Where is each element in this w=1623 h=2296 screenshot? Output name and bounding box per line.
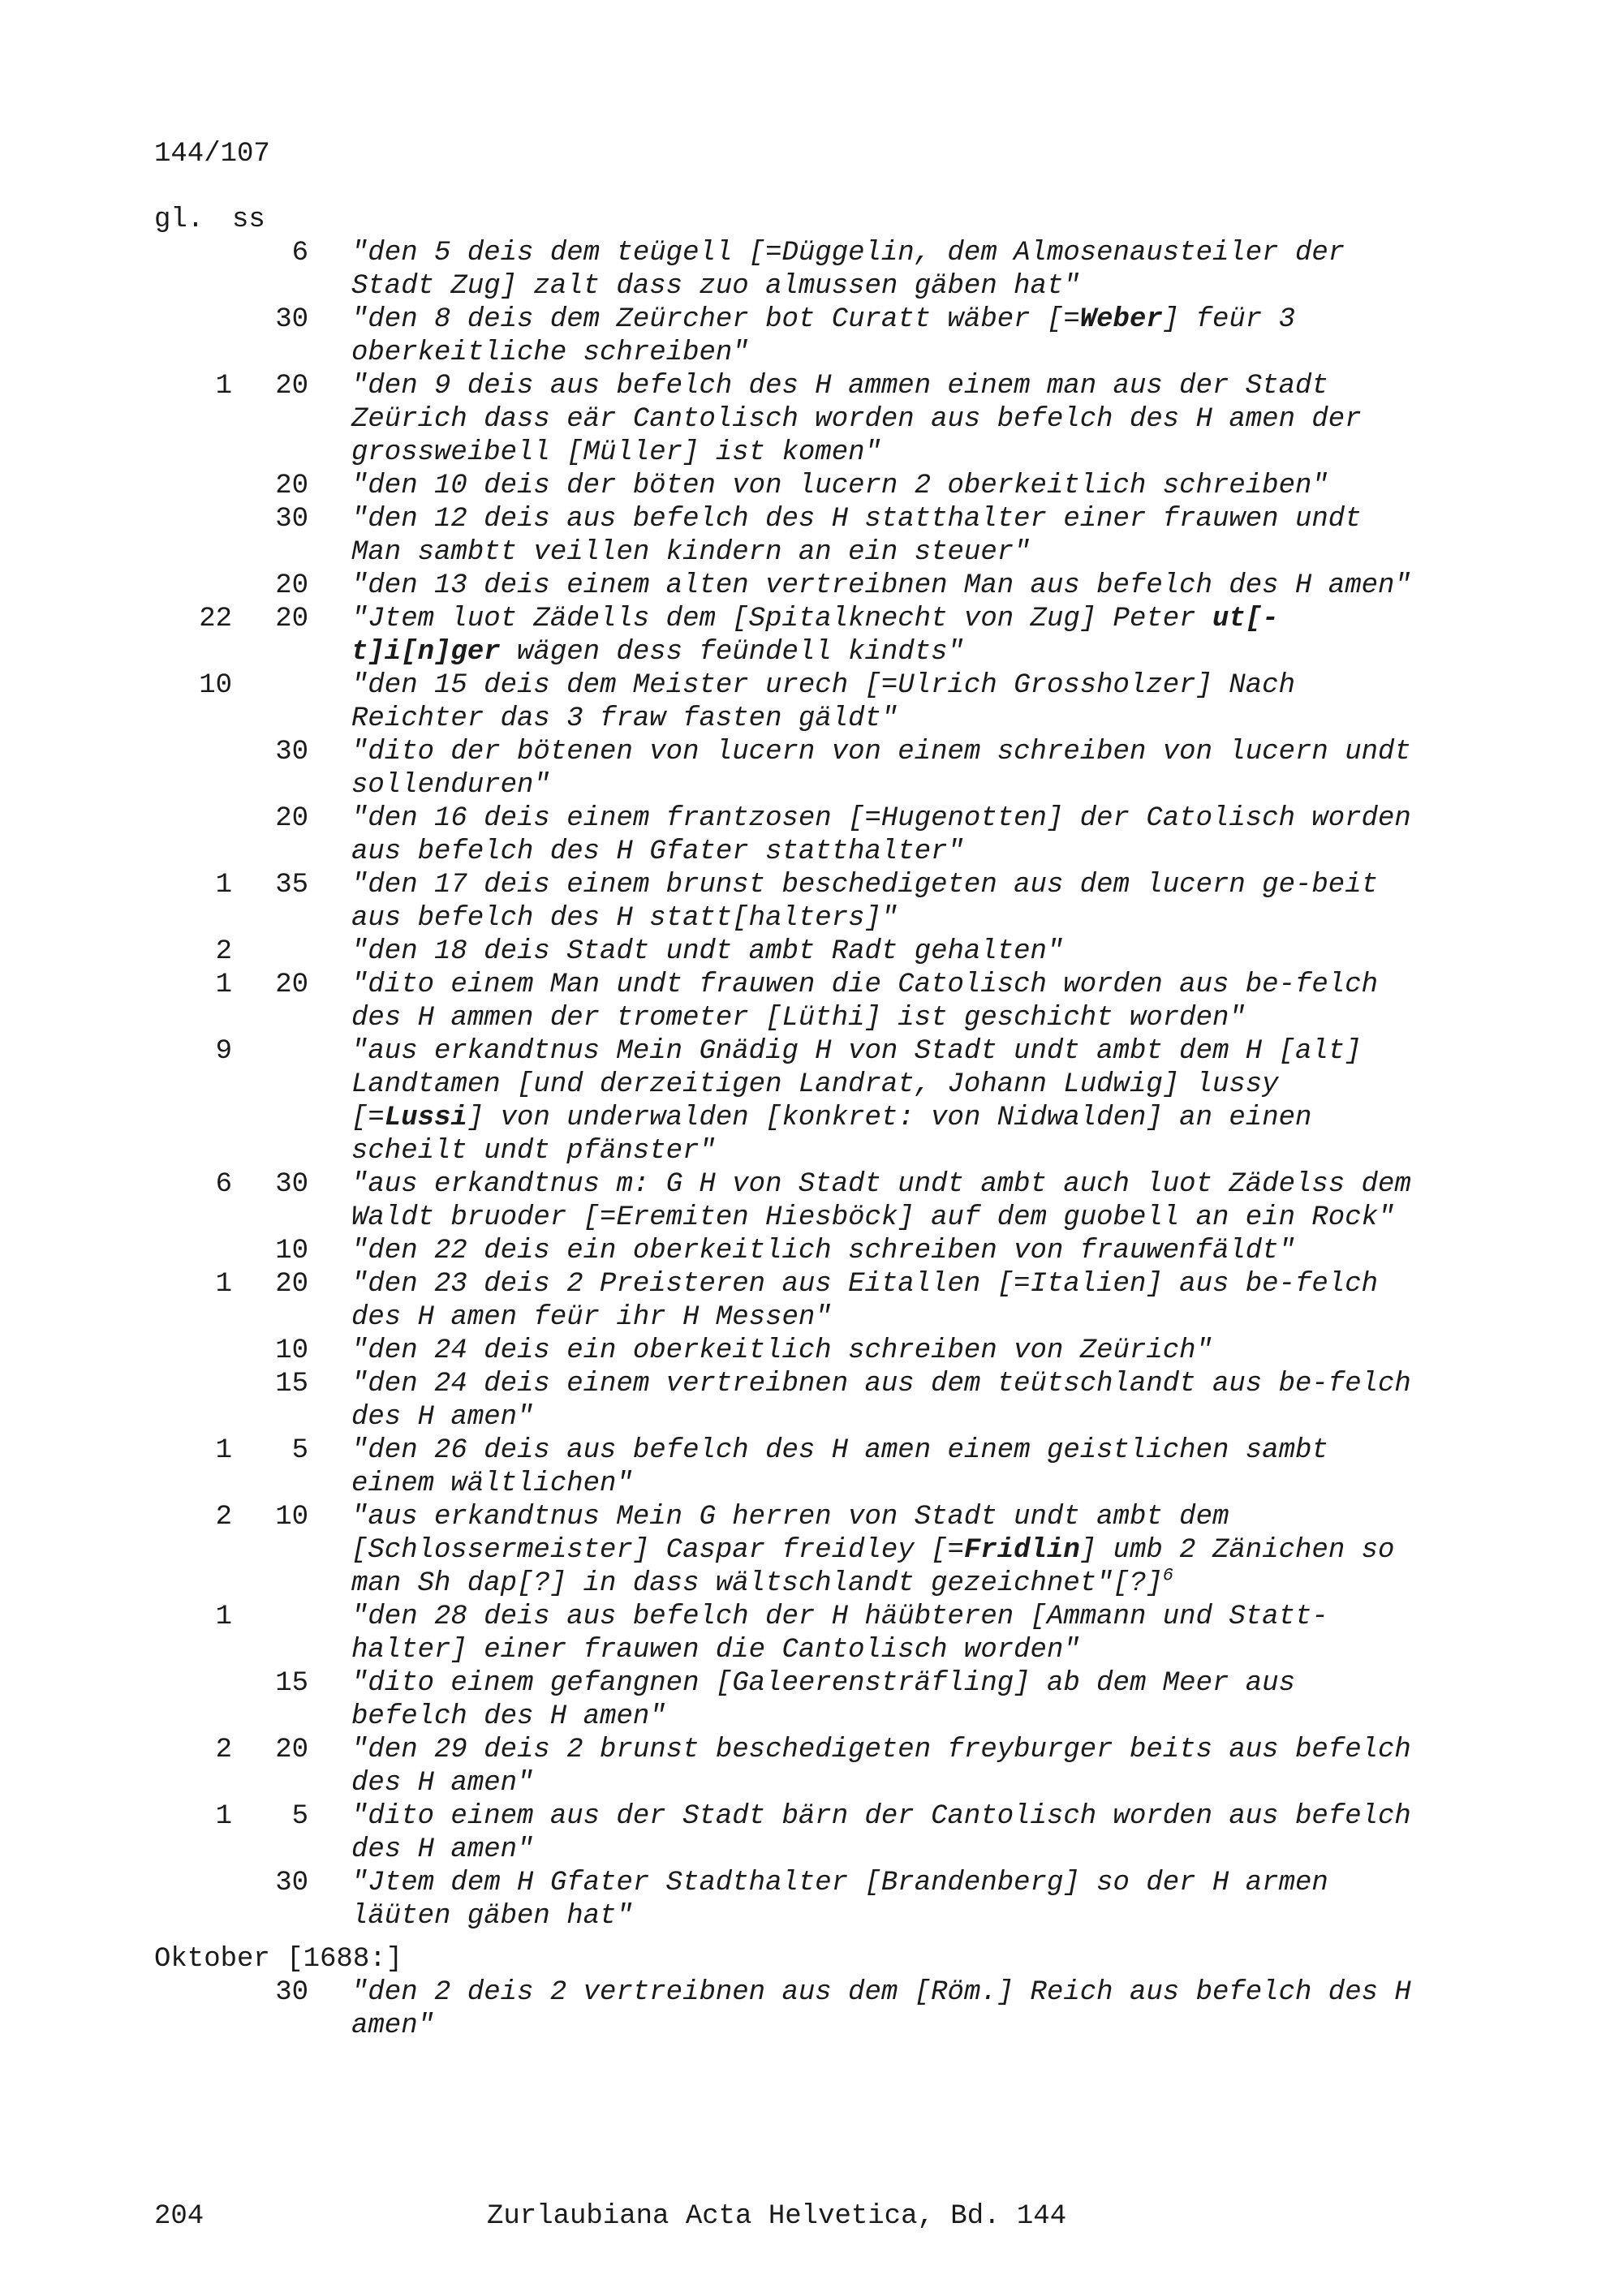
- amount-ss: 10: [275, 1502, 308, 1533]
- amount-ss: 30: [275, 1868, 308, 1898]
- amount-gl: 2: [215, 1502, 232, 1533]
- amount-ss: [232, 1601, 308, 1667]
- entry-text-part: "den 5 deis dem teügell [=Düggelin, dem Almosenausteiler der Stadt Zug] zalt dass zuo almussen gäben hat": [351, 238, 1345, 302]
- amount-ss: [232, 669, 308, 736]
- entry-text: [308, 669, 1420, 736]
- entry-text-part: "den 23 deis 2 Preisteren aus Eitallen [=Italien] aus be-felch des H amen feür ihr H Messen": [351, 1269, 1379, 1333]
- amount-gl: [154, 503, 232, 570]
- amount-ss: 6: [291, 238, 308, 269]
- amount-gl: [154, 237, 232, 303]
- ledger-entry: [154, 1976, 1420, 2043]
- entry-text: [308, 1434, 1420, 1501]
- amount-ss: 30: [275, 1977, 308, 2008]
- amount-gl: 2: [215, 1735, 232, 1765]
- entry-text-part: "den 13 deis einem alten vertreibnen Man aus befelch des H amen": [351, 570, 1411, 601]
- ledger-entry: [154, 303, 1420, 370]
- page-number: 204: [154, 2201, 204, 2232]
- ledger-entries-october: [154, 1976, 1420, 2043]
- amount-gl: 1: [215, 1801, 232, 1832]
- entry-text: [308, 503, 1420, 570]
- entry-text-part: "den 28 deis aus befelch der H häübteren [Ammann und Statt-halter] einer frauwen die Cantolisch worden": [351, 1602, 1328, 1666]
- entry-text: [308, 1601, 1420, 1667]
- amount-ss: 20: [275, 570, 308, 601]
- entry-text-part: "den 17 deis einem brunst beschedigeten aus dem lucern ge-beit aus befelch des H statt[halters]": [351, 870, 1379, 934]
- amount-ss: 30: [275, 304, 308, 335]
- amount-gl: [154, 1368, 232, 1434]
- ledger-entry: [154, 503, 1420, 570]
- emphasized-name: ut[-t]i[n]ger: [351, 604, 1279, 668]
- ledger-entry: [154, 869, 1420, 935]
- ledger-entry: [154, 603, 1420, 669]
- entry-text: [308, 370, 1420, 470]
- ledger-entry: [154, 935, 1420, 969]
- entry-text-part: "dito einem gefangnen [Galeerensträfling] ab dem Meer aus befelch des H amen": [351, 1668, 1295, 1732]
- ledger-entry: [154, 1268, 1420, 1335]
- emphasized-name: Weber: [1079, 304, 1163, 335]
- entry-text: [308, 237, 1420, 303]
- column-header-row: [154, 204, 1420, 237]
- amount-ss: 20: [275, 970, 308, 1000]
- amount-ss: 20: [275, 1735, 308, 1765]
- entry-text: [308, 470, 1420, 503]
- entry-text-part: ] von underwalden [konkret: von Nidwalden] an einen scheilt undt pfänster": [351, 1103, 1312, 1167]
- amount-gl: [154, 1867, 232, 1933]
- entry-text: [308, 935, 1420, 969]
- ledger-entry: [154, 570, 1420, 603]
- entry-text: [308, 1235, 1420, 1268]
- entry-text-part: "aus erkandtnus Mein G herren von Stadt undt ambt dem [Schlossermeister] Caspar freidley [=: [351, 1502, 1229, 1566]
- entry-text-part: "dito einem aus der Stadt bärn der Cantolisch worden aus befelch des H amen": [351, 1801, 1411, 1865]
- ledger-entry: [154, 1867, 1420, 1933]
- entry-text: [308, 603, 1420, 669]
- ledger-entry: [154, 969, 1420, 1035]
- ledger-entry: [154, 1168, 1420, 1235]
- amount-gl: [154, 1335, 232, 1368]
- ledger-entry: [154, 237, 1420, 303]
- ledger-entry: [154, 1235, 1420, 1268]
- entry-text-part: "den 29 deis 2 brunst beschedigeten freyburger beits aus befelch des H amen": [351, 1735, 1411, 1799]
- ledger-entry: [154, 802, 1420, 869]
- entry-text: [308, 736, 1420, 802]
- ledger-entry: [154, 1601, 1420, 1667]
- entry-text-part: "den 24 deis ein oberkeitlich schreiben von Zeürich": [351, 1335, 1212, 1366]
- entry-text: [308, 570, 1420, 603]
- entry-text-part: "dito einem Man undt frauwen die Catolisch worden aus be-felch des H ammen der trometer [Lüthi] ist geschicht worden": [351, 970, 1379, 1034]
- ledger-entry: [154, 669, 1420, 736]
- amount-gl: 1: [215, 371, 232, 402]
- amount-gl: 1: [215, 1435, 232, 1466]
- entry-text-part: "aus erkandtnus Mein Gnädig H von Stadt undt ambt dem H [alt] Landtamen [und derzeitigen Landrat, Johann Ludwig] lussy [=: [351, 1036, 1362, 1133]
- amount-ss: 20: [275, 371, 308, 402]
- amount-gl: 22: [199, 604, 232, 634]
- entry-text: [308, 1335, 1420, 1368]
- entry-text-part: "aus erkandtnus m: G H von Stadt undt ambt auch luot Zädelss dem Waldt bruoder [=Eremiten Hiesböck] auf dem guobell an ein Rock": [351, 1169, 1411, 1233]
- entry-text-part: "dito der bötenen von lucern von einem schreiben von lucern undt sollenduren": [351, 737, 1411, 801]
- ledger-entry: [154, 1035, 1420, 1168]
- amount-gl: [154, 1667, 232, 1734]
- ledger: [154, 204, 1420, 2043]
- entry-text-part: "den 24 deis einem vertreibnen aus dem teütschlandt aus be-felch des H amen": [351, 1369, 1411, 1433]
- amount-ss: 30: [275, 1169, 308, 1200]
- entry-text: [308, 1976, 1420, 2043]
- amount-gl: [154, 802, 232, 869]
- entry-text: [308, 1867, 1420, 1933]
- amount-ss: 20: [275, 1269, 308, 1300]
- ledger-entry: [154, 470, 1420, 503]
- ledger-entry: [154, 1434, 1420, 1501]
- amount-ss: 10: [275, 1335, 308, 1366]
- entry-text: [308, 1501, 1420, 1601]
- column-header-ss: ss: [232, 204, 265, 235]
- amount-ss: 15: [275, 1369, 308, 1400]
- amount-ss: 35: [275, 870, 308, 901]
- entry-text-part: "den 12 deis aus befelch des H statthalter einer frauwen undt Man sambtt veillen kindern an ein steuer": [351, 504, 1362, 568]
- amount-ss: [232, 935, 308, 969]
- footer-source: Zurlaubiana Acta Helvetica, Bd. 144: [487, 2201, 1067, 2232]
- entry-text: [308, 1268, 1420, 1335]
- ledger-entry: [154, 1667, 1420, 1734]
- entry-text-part: "den 16 deis einem frantzosen [=Hugenotten] der Catolisch worden aus befelch des H Gfater statthalter": [351, 803, 1411, 867]
- ledger-entry: [154, 736, 1420, 802]
- month-heading: Oktober [1688:]: [154, 1944, 403, 1975]
- ledger-entry: [154, 1734, 1420, 1800]
- entry-text-part: "den 10 deis der böten von lucern 2 oberkeitlich schreiben": [351, 471, 1328, 501]
- amount-gl: [154, 1976, 232, 2043]
- amount-ss: 30: [275, 737, 308, 767]
- amount-ss: 5: [291, 1801, 308, 1832]
- amount-gl: [154, 470, 232, 503]
- amount-gl: 2: [215, 936, 232, 967]
- entry-text-part: "den 18 deis Stadt undt ambt Radt gehalten": [351, 936, 1064, 967]
- entry-text-part: "den 8 deis dem Zeürcher bot Curatt wäber [=: [351, 304, 1080, 335]
- entry-text-part: "Jtem luot Zädells dem [Spitalknecht von Zug] Peter: [351, 604, 1212, 634]
- ledger-entries: [154, 237, 1420, 1933]
- amount-gl: 9: [215, 1036, 232, 1067]
- amount-gl: 1: [215, 1602, 232, 1632]
- entry-text-part: "den 22 deis ein oberkeitlich schreiben von frauwenfäldt": [351, 1236, 1295, 1266]
- entry-text: [308, 802, 1420, 869]
- entry-text: [308, 1667, 1420, 1734]
- page-reference: 144/107: [154, 139, 270, 170]
- amount-gl: [154, 303, 232, 370]
- amount-ss: 10: [275, 1236, 308, 1266]
- amount-ss: 5: [291, 1435, 308, 1466]
- entry-text: [308, 1368, 1420, 1434]
- ledger-entry: [154, 1368, 1420, 1434]
- emphasized-name: Fridlin: [963, 1535, 1080, 1566]
- footnote-marker: 6: [1162, 1565, 1173, 1586]
- amount-gl: 10: [199, 670, 232, 701]
- ledger-entry: [154, 1501, 1420, 1601]
- entry-text-part: "den 15 deis dem Meister urech [=Ulrich Grossholzer] Nach Reichter das 3 fraw fasten gäldt": [351, 670, 1295, 734]
- amount-gl: [154, 570, 232, 603]
- amount-ss: 20: [275, 471, 308, 501]
- column-header-gl: gl.: [154, 204, 204, 235]
- amount-gl: [154, 736, 232, 802]
- entry-text: [308, 1035, 1420, 1168]
- amount-gl: 1: [215, 970, 232, 1000]
- entry-text-part: ] feür 3 oberkeitliche schreiben": [351, 304, 1296, 368]
- ledger-entry: [154, 1800, 1420, 1867]
- ledger-entry: [154, 370, 1420, 470]
- emphasized-name: Lussi: [384, 1103, 467, 1133]
- entry-text-part: "den 2 deis 2 vertreibnen aus dem [Röm.] Reich aus befelch des H amen": [351, 1977, 1411, 2041]
- amount-ss: 30: [275, 504, 308, 535]
- amount-gl: [154, 1235, 232, 1268]
- ledger-entry: [154, 1335, 1420, 1368]
- entry-text: [308, 1734, 1420, 1800]
- amount-ss: 15: [275, 1668, 308, 1699]
- amount-ss: [232, 1035, 308, 1168]
- entry-text-part: wägen dess feündell kindts": [500, 637, 964, 668]
- entry-text-part: "den 26 deis aus befelch des H amen einem geistlichen sambt einem wältlichen": [351, 1435, 1328, 1499]
- entry-text-part: "den 9 deis aus befelch des H ammen einem man aus der Stadt Zeürich dass eär Cantolisch worden aus befelch des H amen der grossweibell [Müller] ist komen": [351, 371, 1362, 468]
- amount-gl: 6: [215, 1169, 232, 1200]
- amount-gl: 1: [215, 1269, 232, 1300]
- amount-ss: 20: [275, 803, 308, 834]
- entry-text: [308, 1168, 1420, 1235]
- entry-text: [308, 969, 1420, 1035]
- entry-text: [308, 869, 1420, 935]
- amount-ss: 20: [275, 604, 308, 634]
- entry-text-part: ] umb 2 Zänichen so man Sh dap[?] in dass wältschlandt gezeichnet"[?]: [351, 1535, 1395, 1599]
- amount-gl: 1: [215, 870, 232, 901]
- entry-text: [308, 1800, 1420, 1867]
- entry-text-part: "Jtem dem H Gfater Stadthalter [Brandenberg] so der H armen läüten gäben hat": [351, 1868, 1328, 1932]
- entry-text: [308, 303, 1420, 370]
